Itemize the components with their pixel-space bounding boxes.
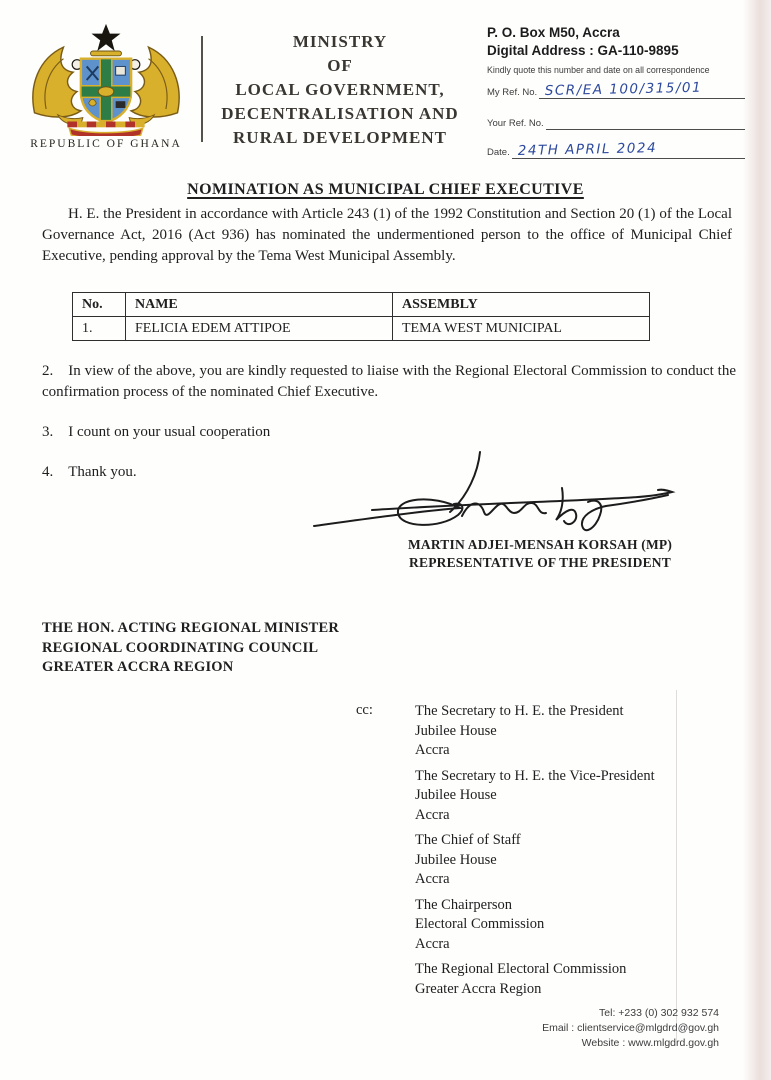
paragraph-2 [42,361,736,403]
coat-of-arms-icon [28,22,184,136]
ministry-line: MINISTRY [292,32,388,51]
cc-line: The Chief of Staff [415,832,521,848]
cell-no: 1. [73,317,126,341]
table-row [73,317,650,341]
ministry-line: RURAL DEVELOPMENT [233,128,447,147]
cc-line: The Secretary to H. E. the President [415,703,624,719]
cc-line: The Chairperson [415,896,513,913]
addressee-block [42,619,339,678]
letterhead-divider [201,36,203,142]
cc-line: Jubilee House [415,787,497,803]
cc-entry [415,896,735,955]
scan-edge-shadow [743,0,771,1080]
cc-entry [415,960,735,999]
contact-block [487,24,745,159]
paragraph-4-text: Thank you. [68,464,137,480]
paragraph-4-number: 4. [42,464,54,480]
cc-line: Jubilee House [415,722,497,739]
cc-line: Jubilee House [415,851,497,868]
your-ref-underline [546,110,745,130]
ministry-line: LOCAL GOVERNMENT, [235,80,445,99]
wreath-icon [67,122,144,128]
ministry-line: OF [327,56,353,75]
paragraph-2-number: 2. [42,363,54,379]
document-title: NOMINATION AS MUNICIPAL CHIEF EXECUTIVE [187,181,584,198]
addressee-line: THE HON. ACTING REGIONAL MINISTER [42,620,340,636]
paragraph-3 [42,422,736,443]
paragraph-3-number: 3. [42,424,54,440]
cc-line: Accra [415,871,450,887]
my-ref-row [487,79,745,99]
your-ref-row [487,110,745,130]
digital-address-line: Digital Address : GA-110-9895 [487,43,679,58]
cc-line: Greater Accra Region [415,980,542,997]
footer-tel: Tel: +233 (0) 302 932 574 [599,1007,719,1019]
my-ref-label: My Ref. No. [487,87,538,98]
table-header-row [73,293,650,317]
my-ref-handwritten-value: SCR/EA 100/315/01 [544,79,703,99]
cc-list [415,702,735,1005]
header-assembly: ASSEMBLY [393,293,650,317]
my-ref-underline [539,79,745,99]
cc-entry [415,702,735,761]
cell-assembly: TEMA WEST MUNICIPAL [393,317,650,341]
header-name: NAME [126,293,393,317]
signatory-title: REPRESENTATIVE OF THE PRESIDENT [409,554,671,570]
addressee-line: GREATER ACCRA REGION [42,659,234,675]
republic-of-ghana-label: REPUBLIC OF GHANA [30,138,182,150]
your-ref-label: Your Ref. No. [487,118,544,129]
paragraph-1: H. E. the President in accordance with Article 243 (1) of the 1992 Constitution and Section 20 (1) of the Local Governance Act, 2016 (Act 936) has nominated the undermentioned person to the office of Municipal Chief Executive, pending approval by the Tema West Municipal Assembly. [42,206,732,264]
cc-line: Accra [415,935,450,952]
nomination-table [72,292,650,341]
date-underline [512,139,745,159]
date-row [487,139,745,159]
cc-entry [415,831,735,890]
header-no: No. [73,293,126,317]
paragraph-2-text: In view of the above, you are kindly requested to liaise with the Regional Electoral Commission to conduct the confirmation process of the nominated Chief Executive. [42,363,736,400]
cc-line: The Regional Electoral Commission [415,961,627,977]
cell-name: FELICIA EDEM ATTIPOE [126,317,393,341]
footer-email: Email : clientservice@mlgdrd@gov.gh [542,1022,719,1034]
quote-note: Kindly quote this number and date on all correspondence [487,65,710,75]
shield-icon [81,59,131,123]
ministry-line: DECENTRALISATION AND [221,104,459,123]
ministry-title [208,30,472,150]
signatory-block [372,536,708,571]
eagle-left-icon [33,47,88,125]
ribbon-icon [69,128,142,136]
addressee-line: REGIONAL COORDINATING COUNCIL [42,639,319,656]
eagle-right-icon [124,47,179,125]
signatory-name: MARTIN ADJEI-MENSAH KORSAH (MP) [407,537,673,552]
date-handwritten-value: 24TH APRIL 2024 [517,140,657,159]
coat-of-arms-block [14,22,198,150]
cc-line: The Secretary to H. E. the Vice-President [415,767,655,784]
po-box-line: P. O. Box M50, Accra [487,25,620,40]
cc-label: cc: [356,702,373,718]
cc-line: Accra [415,806,450,823]
cc-line: Electoral Commission [415,916,545,932]
cc-line: Accra [415,742,450,758]
cc-entry [415,767,735,826]
paragraph-3-text: I count on your usual cooperation [68,424,271,440]
footer-website: Website : www.mlgdrd.gov.gh [581,1037,719,1049]
footer-contact-block [542,1006,719,1051]
signature-scribble [312,448,684,540]
date-label: Date. [487,147,510,158]
